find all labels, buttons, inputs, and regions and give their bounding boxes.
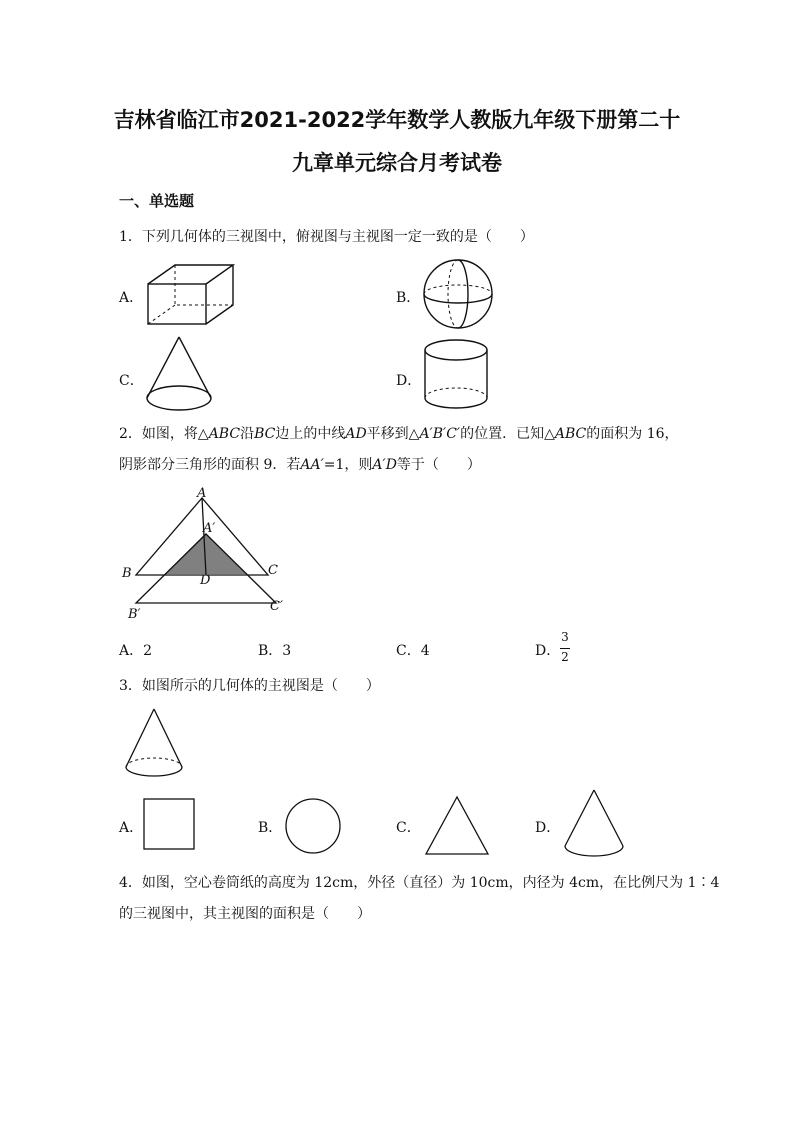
q2-option-a[interactable]: A．2 (119, 643, 153, 659)
q1-option-d-label[interactable]: D． (396, 373, 422, 389)
q3-option-c-label[interactable]: C． (396, 820, 421, 836)
q2-option-d-fraction-bar (560, 648, 570, 649)
q2-option-d[interactable]: D． (535, 643, 561, 659)
section-heading: 一、单选题 (119, 192, 195, 210)
q3-triangle-figure[interactable] (424, 795, 490, 857)
question-2-stem-line-2: 阴影部分三角形的面积 9．若AA′=1，则A′D等于（ ） (119, 457, 481, 473)
q2-option-d-numerator: 3 (561, 630, 569, 644)
q3-cone-figure[interactable] (563, 788, 625, 860)
question-3-stem: 3．如图所示的几何体的主视图是（ ） (119, 678, 380, 694)
q2-label-d: D (200, 573, 211, 588)
q2-label-a: A (197, 486, 207, 501)
q3-option-b-label[interactable]: B． (258, 820, 283, 836)
q1-option-b-label[interactable]: B． (396, 290, 421, 306)
q1-cylinder-figure[interactable] (423, 338, 489, 412)
q2-label-c: C (268, 563, 278, 578)
q1-option-c-label[interactable]: C． (119, 373, 144, 389)
question-2-stem-line-1: 2．如图，将△ABC沿BC边上的中线AD平移到△A′B′C′的位置．已知△ABC的面积为 16， (119, 426, 679, 442)
q2-option-c[interactable]: C．4 (396, 643, 430, 659)
q2-option-b[interactable]: B．3 (258, 643, 292, 659)
q2-option-d-denominator: 2 (561, 650, 569, 664)
question-4-stem-line-1: 4．如图，空心卷筒纸的高度为 12cm，外径（直径）为 10cm，内径为 4cm，在比例尺为 1∶4 (119, 875, 720, 891)
page-title-line-1: 吉林省临江市2021-2022学年数学人教版九年级下册第二十 (113, 108, 681, 132)
q2-label-b: B (122, 566, 132, 581)
q3-option-d-label[interactable]: D． (535, 820, 561, 836)
question-4-stem-line-2: 的三视图中，其主视图的面积是（ ） (119, 906, 371, 922)
q1-rectangular-prism-figure[interactable] (145, 262, 237, 328)
q1-option-a-label[interactable]: A． (119, 290, 144, 306)
q2-label-c-prime: C′ (270, 599, 283, 614)
q3-circle-figure[interactable] (284, 797, 342, 855)
q3-square-figure[interactable] (143, 798, 195, 850)
q1-cone-figure[interactable] (144, 335, 214, 415)
q2-label-a-prime: A′ (203, 521, 216, 536)
q1-sphere-figure[interactable] (422, 258, 494, 330)
q2-label-b-prime: B′ (128, 607, 141, 622)
q3-cone-solid-figure (124, 707, 184, 779)
question-1-stem: 1．下列几何体的三视图中，俯视图与主视图一定一致的是（ ） (119, 229, 534, 245)
q3-option-a-label[interactable]: A． (119, 820, 144, 836)
page-title-line-2: 九章单元综合月考试卷 (292, 151, 502, 175)
